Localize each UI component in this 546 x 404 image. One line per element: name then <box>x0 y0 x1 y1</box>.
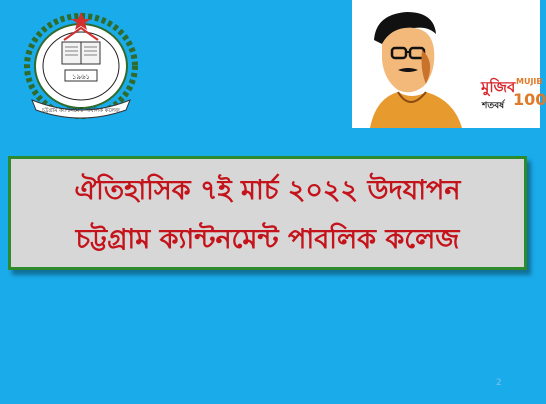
number-100-text: 100 <box>513 90 546 109</box>
title-box <box>8 156 527 270</box>
title-line-2: চট্টগ্রাম ক্যান্টনমেন্ট পাবলিক কলেজ <box>75 224 460 255</box>
mujib-100-logo <box>352 0 546 128</box>
svg-text:চট্টগ্রাম ক্যান্টনমেন্ট পাবলিক: চট্টগ্রাম ক্যান্টনমেন্ট পাবলিক কলেজ <box>42 108 120 114</box>
svg-text:১৯৬১: ১৯৬১ <box>71 73 91 81</box>
shatabarsha-text: শতবর্ষ <box>482 101 505 111</box>
title-line-1: ঐতিহাসিক ৭ই মার্চ ২০২২ উদযাপন <box>74 175 461 206</box>
page-number: 2 <box>496 378 502 388</box>
portrait-illustration <box>352 0 540 128</box>
mujib-bengali-text: মুজিব <box>481 78 516 96</box>
mujib-english-text: MUJIB <box>516 77 543 86</box>
college-emblem <box>22 8 140 120</box>
